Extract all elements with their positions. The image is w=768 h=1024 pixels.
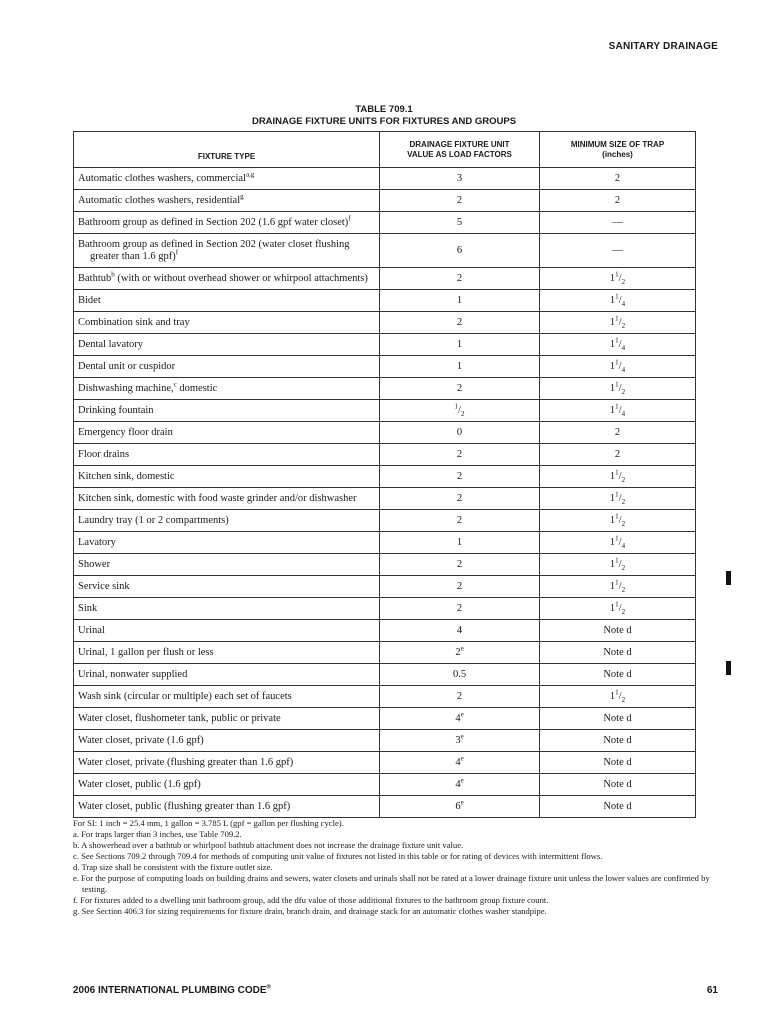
revision-bar — [726, 571, 731, 585]
trap-whole: 1 — [609, 316, 616, 328]
fraction-numerator: 1 — [615, 468, 619, 476]
fraction-slash: / — [458, 404, 461, 416]
trap-size-cell — [540, 234, 696, 268]
table-title — [73, 104, 695, 127]
footnote-ref: f — [175, 248, 179, 256]
fraction-slash: / — [618, 404, 622, 416]
table-row — [74, 290, 696, 312]
dfu-value: 6 — [456, 244, 463, 256]
dfu-value-cell — [380, 686, 540, 708]
dfu-value: 4 — [455, 712, 461, 724]
fixture-name: Emergency floor drain — [78, 426, 173, 438]
fixture-type-cell — [74, 730, 380, 752]
table-row — [74, 510, 696, 532]
fraction-slash: / — [618, 294, 622, 306]
trap-size-cell — [540, 708, 696, 730]
fixture-type-cell — [74, 774, 380, 796]
fraction-denominator: 2 — [621, 475, 626, 484]
trap-whole: 1 — [609, 580, 616, 592]
dfu-value-cell — [380, 444, 540, 466]
table-row — [74, 168, 696, 190]
fixture-name: Urinal, 1 gallon per flush or less — [78, 646, 214, 658]
fixture-type-cell — [74, 212, 380, 234]
fixture-type-cell — [74, 620, 380, 642]
dfu-value-cell — [380, 510, 540, 532]
table-row — [74, 708, 696, 730]
table-row — [74, 334, 696, 356]
table-row — [74, 532, 696, 554]
fixture-name: Service sink — [78, 580, 130, 592]
trap-size-cell — [540, 620, 696, 642]
footnote-ref: g — [240, 192, 244, 200]
dfu-value: 2 — [456, 382, 463, 394]
trap-size-cell — [540, 168, 696, 190]
table-row — [74, 576, 696, 598]
fixture-name: Drinking fountain — [78, 404, 154, 416]
fixture-name: Water closet, public (1.6 gpf) — [78, 778, 201, 790]
fixture-type-cell — [74, 708, 380, 730]
registered-mark: ® — [266, 984, 271, 991]
dfu-value: 2 — [456, 194, 463, 206]
fixture-type-cell — [74, 378, 380, 400]
footnote-ref: a,g — [245, 170, 255, 178]
trap-size: Note d — [603, 800, 632, 812]
footer-book-title — [73, 985, 271, 996]
fixture-name: Water closet, private (flushing greater than 1.6 gpf) — [78, 756, 294, 768]
fixture-name-continued: greater than 1.6 gpf) — [90, 250, 176, 262]
trap-size-cell — [540, 774, 696, 796]
trap-size: 2 — [614, 194, 621, 206]
dfu-value-cell — [380, 532, 540, 554]
dfu-value-cell — [380, 466, 540, 488]
fixture-name: Bidet — [78, 294, 101, 306]
fixture-name: Dishwashing machine, — [78, 382, 174, 394]
trap-size-cell — [540, 422, 696, 444]
col-fixture-type: FIXTURE TYPE — [74, 132, 380, 168]
trap-size-cell — [540, 730, 696, 752]
trap-size-cell — [540, 796, 696, 818]
dfu-value: 1 — [456, 536, 463, 548]
table-row — [74, 268, 696, 290]
dfu-value: 2 — [456, 602, 463, 614]
fraction-denominator: 2 — [621, 321, 626, 330]
dfu-value-cell — [380, 234, 540, 268]
fixture-name: Sink — [78, 602, 98, 614]
fraction-denominator: 2 — [621, 607, 626, 616]
fraction-numerator: 1 — [615, 578, 619, 586]
table-row — [74, 752, 696, 774]
fixture-type-cell — [74, 796, 380, 818]
trap-size: — — [612, 244, 623, 256]
dfu-value: 3 — [456, 172, 463, 184]
trap-whole: 1 — [609, 404, 616, 416]
dfu-value: 1 — [456, 338, 463, 350]
col-trap-size — [540, 132, 696, 168]
dfu-value: 4 — [456, 624, 463, 636]
table-row — [74, 686, 696, 708]
fixture-type-cell — [74, 554, 380, 576]
table-name: DRAINAGE FIXTURE UNITS FOR FIXTURES AND GROUPS — [251, 115, 517, 127]
fraction-numerator: 1 — [615, 600, 619, 608]
fraction-denominator: 2 — [621, 497, 626, 506]
table-row — [74, 620, 696, 642]
fixture-name: Kitchen sink, domestic — [78, 470, 175, 482]
running-header: SANITARY DRAINAGE — [608, 41, 718, 52]
trap-size-cell — [540, 212, 696, 234]
table-row — [74, 212, 696, 234]
trap-size: 2 — [614, 448, 621, 460]
trap-size-cell — [540, 554, 696, 576]
fixture-name: Automatic clothes washers, residential — [78, 194, 241, 206]
dfu-value: 0 — [456, 426, 463, 438]
table-row — [74, 190, 696, 212]
trap-size: — — [612, 216, 623, 228]
dfu-value: 5 — [456, 216, 463, 228]
trap-size-cell — [540, 488, 696, 510]
dfu-value: 2 — [456, 316, 463, 328]
fraction-slash: / — [618, 272, 622, 284]
fixture-type-cell — [74, 400, 380, 422]
table-row — [74, 378, 696, 400]
fraction-slash: / — [618, 316, 622, 328]
fixture-name: Dental unit or cuspidor — [78, 360, 176, 372]
fraction-numerator: 1 — [615, 402, 619, 410]
fixture-type-cell — [74, 752, 380, 774]
dfu-value: 2 — [456, 690, 463, 702]
trap-size: Note d — [603, 734, 632, 746]
fixture-name: Bathroom group as defined in Section 202 (1.6 gpf water closet) — [78, 216, 349, 228]
fixture-name: Floor drains — [78, 448, 130, 460]
fixture-name: Combination sink and tray — [78, 316, 190, 328]
fixture-type-cell — [74, 290, 380, 312]
fixture-name: Bathtub — [78, 272, 112, 284]
dfu-value: 1 — [456, 294, 463, 306]
trap-size-cell — [540, 190, 696, 212]
dfu-value: 0.5 — [452, 668, 467, 680]
dfu-value: 2 — [456, 558, 463, 570]
trap-whole: 1 — [609, 294, 616, 306]
fixture-type-cell — [74, 598, 380, 620]
trap-size-cell — [540, 268, 696, 290]
trap-size-cell — [540, 400, 696, 422]
fraction-slash: / — [618, 470, 622, 482]
fraction-numerator: 1 — [615, 336, 619, 344]
dfu-value-cell — [380, 422, 540, 444]
fixture-type-cell — [74, 642, 380, 664]
note-g: g. See Section 406.3 for sizing requirements for fixture drain, branch drain, and drainage stack for an automatic clothes washer standpipe. — [73, 906, 547, 916]
trap-size: Note d — [603, 646, 632, 658]
fixture-type-cell — [74, 312, 380, 334]
fixture-type-cell — [74, 488, 380, 510]
fraction-numerator: 1 — [615, 512, 619, 520]
fraction-denominator: 4 — [621, 541, 626, 550]
trap-whole: 1 — [609, 536, 616, 548]
footnote-ref: e — [460, 732, 464, 740]
note-a: a. For traps larger than 3 inches, use Table 709.2. — [73, 829, 242, 839]
dfu-value: 2 — [456, 492, 463, 504]
table-row — [74, 642, 696, 664]
fraction-denominator: 2 — [621, 585, 626, 594]
fraction-slash: / — [618, 558, 622, 570]
fraction-numerator: 1 — [615, 270, 619, 278]
fraction-slash: / — [618, 602, 622, 614]
fraction-numerator: 1 — [615, 556, 619, 564]
trap-size-cell — [540, 312, 696, 334]
fixture-type-cell — [74, 576, 380, 598]
dfu-value-cell — [380, 796, 540, 818]
fraction-slash: / — [618, 338, 622, 350]
dfu-value: 2 — [456, 514, 463, 526]
table-row — [74, 488, 696, 510]
footnote-ref: e — [460, 754, 464, 762]
fixture-name: Urinal, nonwater supplied — [78, 668, 188, 680]
fraction-numerator: 1 — [615, 358, 619, 366]
fraction-denominator: 4 — [621, 365, 626, 374]
trap-size: Note d — [603, 712, 632, 724]
dfu-value: 4 — [455, 756, 461, 768]
trap-whole: 1 — [609, 514, 616, 526]
trap-size-cell — [540, 466, 696, 488]
fraction-denominator: 4 — [621, 299, 626, 308]
revision-bar — [726, 661, 731, 675]
footnote-ref: e — [460, 798, 464, 806]
fraction-slash: / — [618, 360, 622, 372]
table-row — [74, 400, 696, 422]
fraction-slash: / — [618, 382, 622, 394]
col-trap-line1: MINIMUM SIZE OF TRAP — [570, 139, 665, 149]
fixture-type-cell — [74, 510, 380, 532]
fraction-numerator: 1 — [615, 490, 619, 498]
footnote-ref: b — [111, 270, 115, 278]
note-si: For SI: 1 inch = 25.4 mm, 1 gallon = 3.785 L (gpf = gallon per flushing cycle). — [73, 818, 344, 828]
fraction-slash: / — [618, 690, 622, 702]
dfu-value-cell — [380, 642, 540, 664]
fraction-slash: / — [618, 536, 622, 548]
fixture-type-cell — [74, 444, 380, 466]
fixture-name: Laundry tray (1 or 2 compartments) — [78, 514, 229, 526]
trap-size: Note d — [603, 624, 632, 636]
dfu-value: 2 — [456, 470, 463, 482]
dfu-value: 1 — [456, 360, 463, 372]
table-row — [74, 356, 696, 378]
footer-book-name: 2006 INTERNATIONAL PLUMBING CODE — [73, 985, 267, 996]
fixture-name: Dental lavatory — [78, 338, 144, 350]
table-row — [74, 774, 696, 796]
dfu-value-cell — [380, 190, 540, 212]
trap-size-cell — [540, 444, 696, 466]
fixture-name: Urinal — [78, 624, 105, 636]
table-row — [74, 796, 696, 818]
note-d: d. Trap size shall be consistent with the fixture outlet size. — [73, 862, 273, 872]
fixture-name: Bathroom group as defined in Section 202 (water closet flushing — [78, 238, 350, 250]
fraction-numerator: 1 — [615, 380, 619, 388]
trap-whole: 1 — [609, 690, 616, 702]
col-dfu-line1: DRAINAGE FIXTURE UNIT — [409, 139, 510, 149]
trap-size-cell — [540, 752, 696, 774]
footnote-ref: f — [348, 214, 351, 222]
table-row — [74, 466, 696, 488]
trap-whole: 1 — [609, 382, 616, 394]
dfu-value-cell — [380, 312, 540, 334]
fixture-name: Water closet, flushometer tank, public or private — [78, 712, 281, 724]
note-e: e. For the purpose of computing loads on building drains and sewers, water closets and urinals shall not be rated at a lower drainage fixture unit unless the lower values are confirmed by testing. — [73, 873, 710, 894]
table-header-row — [74, 132, 696, 168]
trap-whole: 1 — [609, 272, 616, 284]
fixture-type-cell — [74, 268, 380, 290]
fraction-slash: / — [618, 580, 622, 592]
trap-whole: 1 — [609, 338, 616, 350]
fraction-denominator: 2 — [621, 387, 626, 396]
table-row — [74, 554, 696, 576]
table-row — [74, 234, 696, 268]
fixture-type-cell — [74, 664, 380, 686]
footnote-ref: c — [173, 380, 177, 388]
dfu-value-cell — [380, 356, 540, 378]
trap-size: Note d — [603, 778, 632, 790]
fraction-numerator: 1 — [454, 402, 459, 410]
dfu-value-cell — [380, 752, 540, 774]
fraction-slash: / — [618, 492, 622, 504]
trap-size-cell — [540, 290, 696, 312]
table-row — [74, 422, 696, 444]
table-number: TABLE 709.1 — [355, 104, 413, 115]
fixture-type-cell — [74, 356, 380, 378]
fixture-type-cell — [74, 190, 380, 212]
table-notes — [73, 818, 713, 917]
fraction-denominator: 2 — [621, 695, 626, 704]
trap-size-cell — [540, 642, 696, 664]
fixture-type-cell — [74, 334, 380, 356]
fixture-type-cell — [74, 168, 380, 190]
fixture-name: Shower — [78, 558, 111, 570]
fraction-denominator: 2 — [621, 277, 626, 286]
dfu-value-cell — [380, 730, 540, 752]
trap-whole: 1 — [609, 470, 616, 482]
fixture-units-table — [73, 131, 696, 818]
dfu-value-cell — [380, 212, 540, 234]
col-dfu-value — [380, 132, 540, 168]
trap-size-cell — [540, 664, 696, 686]
fixture-name: Lavatory — [78, 536, 116, 548]
dfu-value: 2 — [456, 580, 463, 592]
dfu-value-cell — [380, 708, 540, 730]
footnote-ref: e — [460, 710, 464, 718]
fixture-name: Kitchen sink, domestic with food waste grinder and/or dishwasher — [78, 492, 357, 504]
dfu-value: 3 — [455, 734, 461, 746]
trap-size-cell — [540, 576, 696, 598]
trap-size-cell — [540, 356, 696, 378]
fixture-name: Water closet, public (flushing greater than 1.6 gpf) — [78, 800, 291, 812]
trap-size: Note d — [603, 756, 632, 768]
dfu-value-cell — [380, 268, 540, 290]
fixture-name-suffix: domestic — [176, 382, 218, 394]
dfu-value-cell — [380, 334, 540, 356]
trap-size-cell — [540, 598, 696, 620]
footnote-ref: e — [460, 776, 464, 784]
col-dfu-line2: VALUE AS LOAD FACTORS — [407, 149, 512, 159]
dfu-value-cell — [380, 620, 540, 642]
note-b: b. A showerhead over a bathtub or whirlpool bathtub attachment does not increase the drainage fixture unit value. — [73, 840, 464, 850]
fraction-numerator: 1 — [615, 292, 619, 300]
fixture-type-cell — [74, 422, 380, 444]
table-body — [74, 168, 696, 818]
fraction-denominator: 4 — [621, 343, 626, 352]
fraction-numerator: 1 — [615, 534, 619, 542]
col-trap-line2: (inches) — [602, 149, 633, 159]
fraction-numerator: 1 — [615, 688, 619, 696]
table-row — [74, 598, 696, 620]
fraction-denominator: 2 — [621, 563, 626, 572]
trap-size-cell — [540, 686, 696, 708]
fraction-denominator: 2 — [621, 519, 626, 528]
fixture-name-suffix: (with or without overhead shower or whirpool attachments) — [114, 272, 368, 284]
trap-size-cell — [540, 378, 696, 400]
fraction-denominator: 4 — [621, 409, 626, 418]
dfu-value-cell — [380, 598, 540, 620]
note-c: c. See Sections 709.2 through 709.4 for methods of computing unit value of fixtures not listed in this table or for rating of devices with intermittent flows. — [73, 851, 603, 861]
table-row — [74, 312, 696, 334]
note-f: f. For fixtures added to a dwelling unit bathroom group, add the dfu value of those additional fixtures to the bathroom group fixture count. — [73, 895, 549, 905]
trap-size: 2 — [614, 172, 621, 184]
dfu-value-cell — [380, 774, 540, 796]
footnote-ref: e — [460, 644, 464, 652]
dfu-value-cell — [380, 554, 540, 576]
fraction-numerator: 1 — [615, 314, 619, 322]
fraction-denominator: 2 — [460, 409, 465, 418]
dfu-value: 2 — [455, 646, 461, 658]
table-row — [74, 444, 696, 466]
fixture-type-cell — [74, 466, 380, 488]
trap-whole: 1 — [609, 492, 616, 504]
fixture-type-cell — [74, 234, 380, 268]
dfu-value-cell — [380, 664, 540, 686]
trap-size-cell — [540, 510, 696, 532]
dfu-value-cell — [380, 290, 540, 312]
fraction-slash: / — [618, 514, 622, 526]
dfu-value-cell — [380, 168, 540, 190]
fixture-name: Wash sink (circular or multiple) each set of faucets — [78, 690, 292, 702]
dfu-value: 6 — [455, 800, 461, 812]
table-row — [74, 664, 696, 686]
dfu-value-cell — [380, 576, 540, 598]
fixture-type-cell — [74, 686, 380, 708]
trap-whole: 1 — [609, 602, 616, 614]
dfu-value: 4 — [455, 778, 461, 790]
trap-size: 2 — [614, 426, 621, 438]
trap-size-cell — [540, 532, 696, 554]
dfu-value: 2 — [456, 448, 463, 460]
trap-size-cell — [540, 334, 696, 356]
trap-whole: 1 — [609, 360, 616, 372]
dfu-value: 2 — [456, 272, 463, 284]
fixture-name: Water closet, private (1.6 gpf) — [78, 734, 204, 746]
trap-size: Note d — [603, 668, 632, 680]
trap-whole: 1 — [609, 558, 616, 570]
dfu-value-cell — [380, 488, 540, 510]
dfu-value-cell — [380, 400, 540, 422]
dfu-value-cell — [380, 378, 540, 400]
fixture-name: Automatic clothes washers, commercial — [78, 172, 246, 184]
table-row — [74, 730, 696, 752]
fixture-type-cell — [74, 532, 380, 554]
page-number: 61 — [706, 985, 718, 996]
